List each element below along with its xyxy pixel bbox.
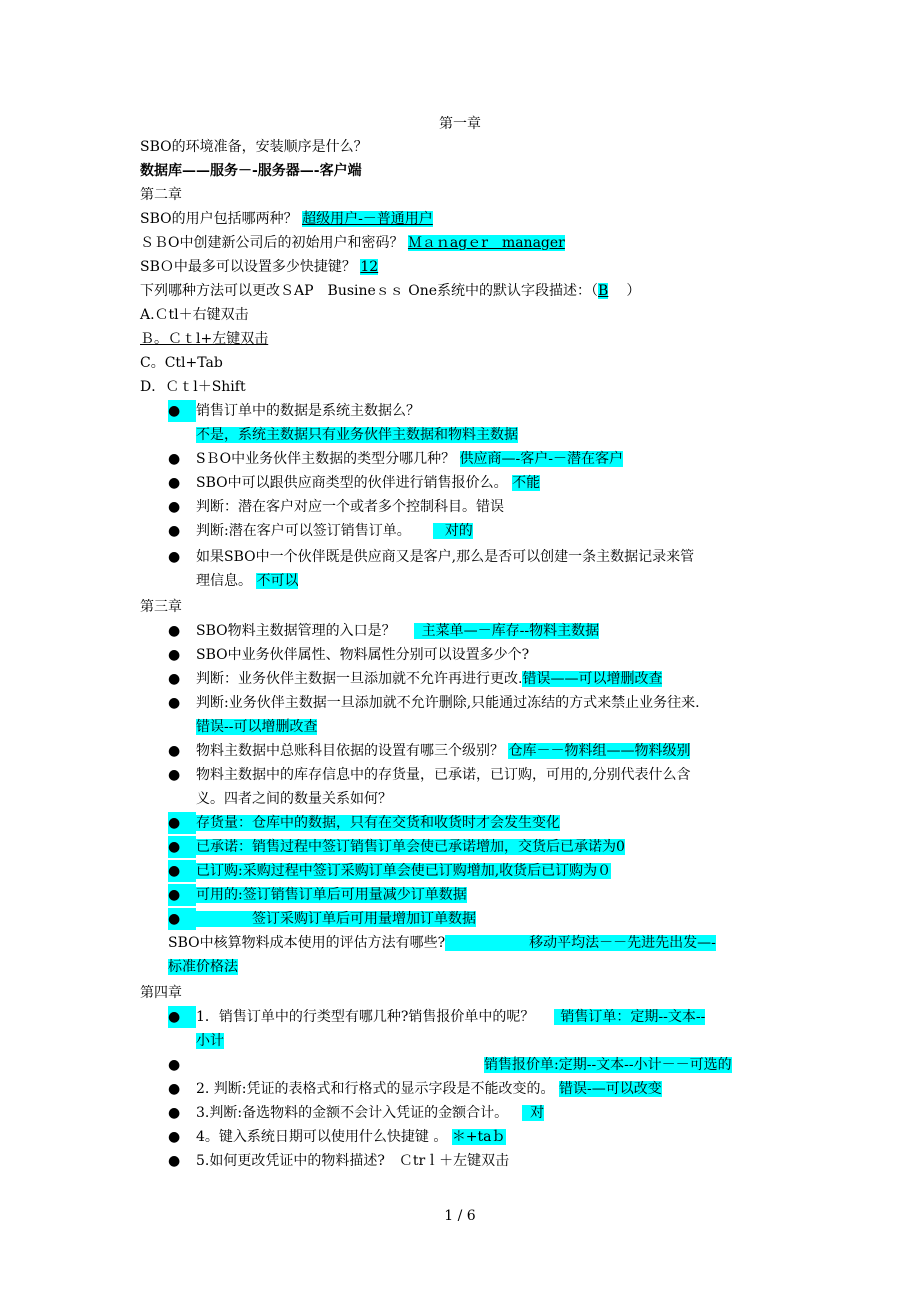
bullet-icon: ●	[168, 695, 181, 711]
answer-highlight: 主菜单—－库存--物料主数据	[414, 623, 599, 639]
question-text: SBＯ中最多可以设置多少快捷键？	[140, 259, 356, 275]
question-text: 理信息。	[196, 573, 252, 589]
answer-highlight: 可用的:签订销售订单后可用量减少订单数据	[196, 887, 467, 903]
list-item	[196, 1078, 662, 1100]
list-item-answer	[196, 716, 317, 738]
question-text: 3.判断:备选物料的金额不会计入凭证的金额合计。	[196, 1105, 509, 1121]
question: SBO的环境准备，安装顺序是什么？	[140, 139, 368, 155]
question-text: 4。键入系统日期可以使用什么快捷键 。	[196, 1129, 448, 1145]
answer-highlight: 销售报价单:定期--文本--小计－－可选的	[484, 1057, 732, 1073]
bullet-icon: ●	[168, 1153, 181, 1169]
list-item	[196, 668, 662, 690]
bullet-icon: ●	[168, 1105, 181, 1121]
list-item-cont: 义。四者之间的数量关系如何？	[196, 791, 392, 807]
list-item	[196, 472, 540, 494]
page-number: 1 / 6	[444, 1208, 476, 1224]
bullet-icon: ●	[168, 671, 181, 687]
list-item	[196, 1102, 544, 1124]
list-item	[196, 1006, 705, 1028]
question-text: 物料主数据中总账科目依据的设置有哪三个级别？	[196, 743, 504, 759]
list-item	[196, 836, 625, 858]
list-item: SBO中业务伙伴属性、物料属性分别可以设置多少个?	[196, 647, 530, 663]
list-item	[196, 884, 467, 906]
answer-highlight: 超级用户-－普通用户	[302, 211, 433, 227]
answer-highlight: 已订购:采购过程中签订采购订单会使已订购增加,收货后已订购为０	[196, 863, 612, 879]
list-item: 如果SBO中一个伙伴既是供应商又是客户,那么是否可以创建一条主数据记录来管	[196, 549, 695, 565]
list-item-cont	[196, 570, 298, 592]
question-text: ＳＢO中创建新公司后的初始用户和密码？	[140, 235, 404, 251]
answer-highlight: 已承诺：销售过程中签订销售订单会使已承诺增加，交货后已承诺为0	[196, 839, 625, 855]
list-item	[484, 1054, 732, 1076]
bullet-icon: ●	[168, 815, 181, 831]
list-item	[196, 860, 611, 882]
question-text-end: ）	[626, 283, 641, 299]
chapter-heading: 第三章	[140, 599, 182, 615]
answer-highlight: ＊+taｂ	[451, 1129, 506, 1145]
bullet-icon: ●	[168, 1057, 181, 1073]
bullet-icon: ●	[168, 549, 181, 565]
answer: 数据库——服务－-服务器—-客户端	[140, 163, 362, 179]
answer-highlight: 对	[522, 1105, 544, 1121]
bullet-icon: ●	[168, 887, 181, 903]
question-text: 判断:潜在客户可以签订销售订单。	[196, 523, 411, 539]
option-b: Ｂ。Ｃｔl+左键双击	[140, 331, 269, 347]
bullet-icon: ●	[168, 451, 181, 467]
list-item-answer	[196, 424, 518, 446]
list-item	[196, 740, 690, 762]
answer-highlight: 对的	[433, 523, 473, 539]
page-title: 第一章	[439, 116, 481, 132]
chapter-heading: 第四章	[140, 985, 182, 1001]
question-text: SBO的用户包括哪两种？	[140, 211, 298, 227]
answer-highlight: 不能	[512, 475, 541, 491]
list-item-cont	[196, 1030, 224, 1052]
question-text: 1．销售订单中的行类型有哪几种?销售报价单中的呢？	[196, 1009, 535, 1025]
answer-highlight: 错误-—可以改变	[558, 1081, 662, 1097]
list-item	[196, 908, 476, 930]
bullet-icon: ●	[168, 623, 181, 639]
bullet-icon: ●	[168, 647, 181, 663]
list-item: 判断:业务伙伴主数据一旦添加就不允许删除,只能通过冻结的方式来禁止业务往来.	[196, 695, 700, 711]
chapter-heading: 第二章	[140, 187, 182, 203]
question-text: 2. 判断:凭证的表格式和行格式的显示字段是不能改变的。	[196, 1081, 555, 1097]
answer-highlight: B	[598, 283, 609, 299]
question	[140, 256, 378, 278]
list-item	[196, 448, 623, 470]
option-c: C。Ctl+Tab	[140, 355, 223, 371]
answer-highlight: 不是，系统主数据只有业务伙伴主数据和物料主数据	[196, 427, 518, 443]
question-text: 下列哪种方法可以更改ＳAP Busineｓｓ One系统中的默认字段描述：（	[140, 283, 599, 299]
list-item: 销售订单中的数据是系统主数据么？	[196, 403, 420, 419]
question-text: SＢO中业务伙伴主数据的类型分哪几种？	[196, 451, 456, 467]
bullet-icon: ●	[168, 863, 181, 879]
bullet-icon: ●	[168, 475, 181, 491]
answer-highlight: 移动平均法－－先进先出发—-	[445, 935, 716, 951]
list-item	[196, 520, 473, 542]
question	[140, 208, 433, 230]
bullet-icon: ●	[168, 1129, 181, 1145]
question	[168, 932, 716, 954]
question-text: SBO中可以跟供应商类型的伙伴进行销售报价么。	[196, 475, 508, 491]
list-item: 物料主数据中的库存信息中的存货量，已承诺，已订购，可用的,分别代表什么含	[196, 767, 691, 783]
option-d: D．Ｃｔl＋Shift	[140, 379, 246, 395]
list-item	[196, 1126, 506, 1148]
answer-highlight: 存货量：仓库中的数据，只有在交货和收货时才会发生变化	[196, 815, 560, 831]
answer-highlight: 12	[360, 259, 379, 275]
bullet-icon: ●	[168, 911, 181, 927]
answer-highlight: 错误——可以增删改查	[522, 671, 663, 687]
bullet-icon: ●	[168, 839, 181, 855]
answer-highlight: 小计	[196, 1033, 224, 1049]
answer-highlight: 标准价格法	[168, 959, 238, 975]
bullet-icon: ●	[168, 743, 181, 759]
answer-highlight: 销售订单：定期--文本--	[554, 1009, 705, 1025]
question-text: SBO中核算物料成本使用的评估方法有哪些?	[168, 935, 446, 951]
bullet-icon: ●	[168, 767, 181, 783]
question	[140, 232, 565, 254]
bullet-icon: ●	[168, 523, 181, 539]
bullet-icon: ●	[168, 1081, 181, 1097]
bullet-icon: ●	[168, 1009, 181, 1025]
answer-highlight: Ｍａｎagｅr＿manager	[407, 235, 565, 251]
bullet-icon: ●	[168, 499, 181, 515]
answer-cont	[168, 956, 238, 978]
answer-highlight: 不可以	[256, 573, 299, 589]
answer-highlight: 签订采购订单后可用量增加订单数据	[196, 911, 476, 927]
list-item	[196, 812, 560, 834]
question	[140, 280, 640, 302]
question-text: SBO物料主数据管理的入口是？	[196, 623, 396, 639]
question-text: 判断：业务伙伴主数据一旦添加就不允许再进行更改.	[196, 671, 523, 687]
list-item: 5.如何更改凭证中的物料描述? Ｃtrｌ＋左键双击	[196, 1153, 510, 1169]
list-item: 判断：潜在客户对应一个或者多个控制科目。错误	[196, 499, 504, 515]
answer-highlight: 错误--可以增删改查	[196, 719, 318, 735]
list-item	[196, 620, 599, 642]
answer-highlight: 仓库－－物料组——物料级别	[508, 743, 691, 759]
answer-highlight: 供应商—-客户-－潜在客户	[459, 451, 623, 467]
bullet-icon: ●	[168, 403, 181, 419]
option-a: A.Ｃtl＋右键双击	[140, 307, 249, 323]
